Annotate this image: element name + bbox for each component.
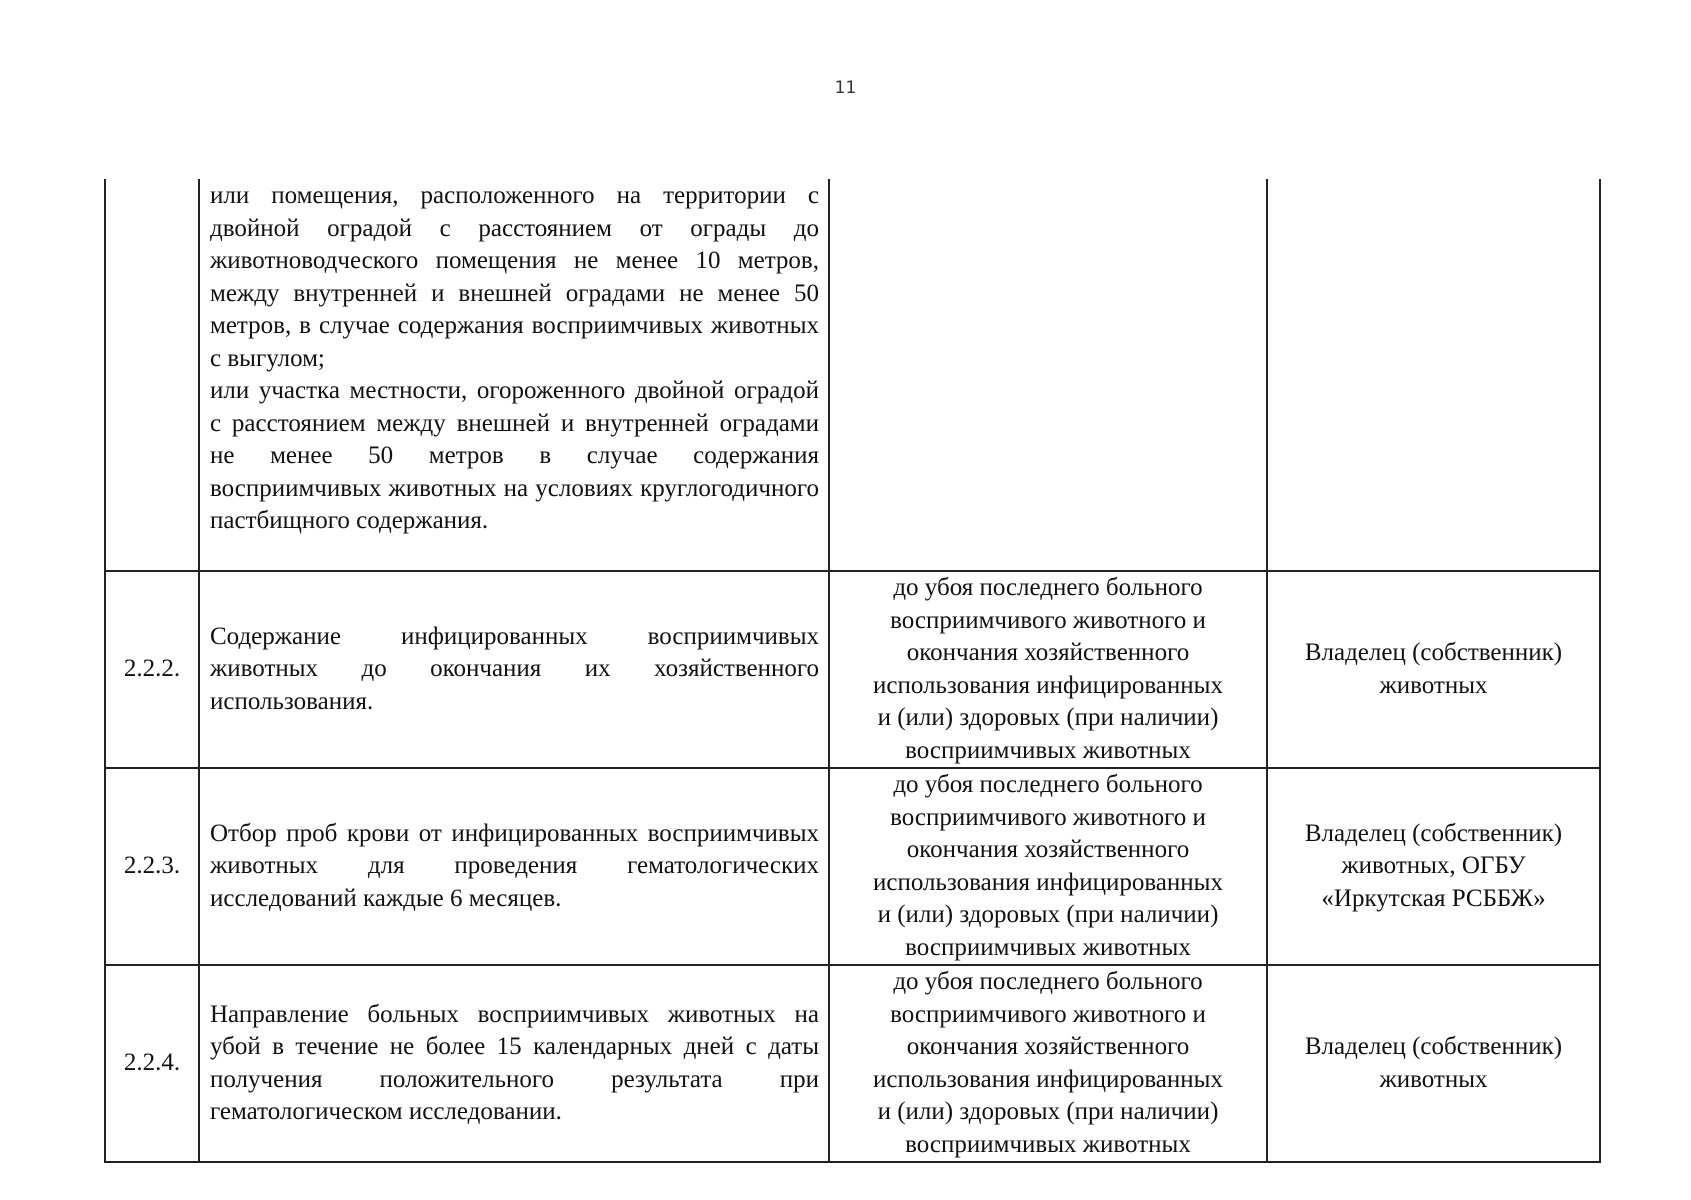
term-line: и (или) здоровых (при наличии): [877, 704, 1219, 731]
term-line: восприимчивого животного и: [890, 803, 1206, 831]
table-row-continuation: [105, 179, 1600, 571]
cell-number: 2.2.3.: [105, 768, 199, 965]
page-number: 11: [834, 78, 857, 98]
term-line: использования инфицированных: [873, 868, 1223, 896]
term-line: восприимчивых животных: [905, 736, 1191, 764]
cell-number: 2.2.4.: [105, 965, 199, 1162]
cell-measure: Содержание инфицированных восприимчивых животных до окончания их хозяйственного использования.: [199, 571, 829, 768]
term-line: до убоя последнего больного: [893, 968, 1203, 995]
term-line: восприимчивых животных: [905, 933, 1191, 961]
cell-measure: Отбор проб крови от инфицированных восприимчивых животных для проведения гематологических исследований каждые 6 месяцев.: [199, 768, 829, 965]
continuation-paragraph: или помещения, расположенного на территории с двойной оградой с расстоянием от ограды до животноводческого помещения не менее 10 метров, между внутренней и внешней оградами не менее 50 метров, в случае содержания восприимчивых животных с выгулом;: [210, 182, 819, 372]
term-line: до убоя последнего больного: [893, 574, 1203, 601]
term-line: восприимчивых животных: [905, 1130, 1191, 1158]
cell-number-empty: [105, 179, 199, 571]
term-line: до убоя последнего больного: [893, 771, 1203, 798]
term-line: и (или) здоровых (при наличии): [877, 901, 1219, 928]
table-row: [105, 571, 1600, 768]
continuation-paragraph: или участка местности, огороженного двойной оградой с расстоянием между внешней и внутренней оградами не менее 50 метров в случае содержания восприимчивых животных на условиях круглогодичного пастбищного содержания.: [210, 377, 819, 534]
term-line: использования инфицированных: [873, 1065, 1223, 1093]
cell-number: 2.2.2.: [105, 571, 199, 768]
responsible-line: Владелец (собственник): [1304, 819, 1563, 847]
measures-table: [104, 179, 1599, 1163]
responsible-line: Владелец (собственник): [1304, 1033, 1563, 1060]
cell-measure-continuation: [199, 179, 829, 571]
cell-term-empty: [829, 179, 1267, 571]
cell-term: [829, 768, 1267, 965]
term-line: и (или) здоровых (при наличии): [877, 1098, 1219, 1125]
responsible-line: животных, ОГБУ: [1341, 852, 1526, 880]
cell-responsible: [1267, 965, 1600, 1162]
table-row: [105, 965, 1600, 1162]
responsible-line: животных: [1379, 671, 1488, 699]
cell-term: [829, 965, 1267, 1162]
cell-responsible: [1267, 768, 1600, 965]
responsible-line: животных: [1379, 1065, 1488, 1093]
term-line: восприимчивого животного и: [890, 1000, 1206, 1028]
responsible-line: Владелец (собственник): [1304, 639, 1563, 666]
term-line: восприимчивого животного и: [890, 606, 1206, 634]
term-line: использования инфицированных: [873, 671, 1223, 699]
cell-responsible-empty: [1267, 179, 1600, 571]
term-line: окончания хозяйственного: [906, 1033, 1190, 1060]
cell-measure: Направление больных восприимчивых животных на убой в течение не более 15 календарных дней с даты получения положительного результата при гематологическом исследовании.: [199, 965, 829, 1162]
responsible-line: «Иркутская РСББЖ»: [1321, 884, 1546, 912]
term-line: окончания хозяйственного: [906, 639, 1190, 666]
term-line: окончания хозяйственного: [906, 836, 1190, 863]
cell-term: [829, 571, 1267, 768]
measures-table-grid: [104, 179, 1601, 1163]
cell-responsible: [1267, 571, 1600, 768]
table-row: [105, 768, 1600, 965]
